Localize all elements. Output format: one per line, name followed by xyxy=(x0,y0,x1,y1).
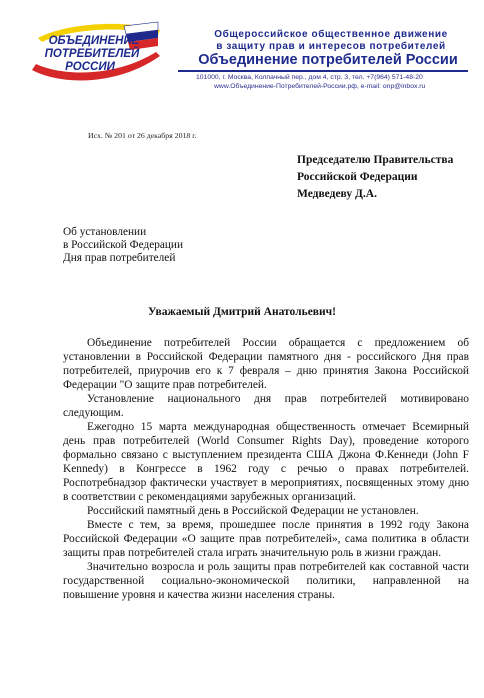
subject-line: Дня прав потребителей xyxy=(63,252,176,264)
logo-text-line2: ПОТРЕБИТЕЛЕЙ xyxy=(44,48,140,60)
addressee-line: Председателю Правительства xyxy=(297,154,454,166)
letterhead-divider xyxy=(178,70,468,72)
logo-text-line1: ОБЪЕДИНЕНИЕ xyxy=(48,35,140,47)
body-paragraph: Ежегодно 15 марта международная общественность отмечает Всемирный день прав потребителей (World Consumer Rights Day), проведение которого формально связано с выступлением президента США Джона Ф.Кеннеди (John F Kennedy) в Конгрессе в 1962 году с речью о правах потребителей. Роспотребнадзор фактически участвует в мероприятиях, посвященных этому дню в соответствии с рекомендациями зарубежных организаций. xyxy=(63,421,469,503)
org-contacts: www.Объединение-Потребителей-России.рф, e-mail: onp@inbox.ru xyxy=(214,83,426,90)
salutation: Уважаемый Дмитрий Анатольевич! xyxy=(148,306,336,318)
letter-body xyxy=(63,336,469,602)
subject-line: в Российской Федерации xyxy=(63,239,184,251)
org-name: Объединение потребителей России xyxy=(198,52,458,68)
body-paragraph: Установление национального дня прав потребителей мотивировано следующим. xyxy=(63,393,469,419)
org-address: 101000, г. Москва, Колпачный пер., дом 4, стр. 3, тел. +7(964) 571-48-20 xyxy=(196,74,423,81)
subject-block xyxy=(63,226,183,265)
addressee-line: Российской Федерации xyxy=(297,171,418,183)
organization-logo xyxy=(28,18,164,88)
body-paragraph: Объединение потребителей России обращается с предложением об установлении в Российской Федерации памятного дня - российского Дня прав потребителей, приурочив его к 7 февраля – дню принятия Закона Российской Федерации "О защите прав потребителей. xyxy=(63,337,469,391)
addressee-line: Медведеву Д.А. xyxy=(297,188,377,200)
logo-text-line3: РОССИИ xyxy=(65,61,115,73)
body-paragraph: Российский памятный день в Российской Федерации не установлен. xyxy=(87,505,419,517)
addressee-block xyxy=(297,152,453,203)
body-paragraph: Значительно возросла и роль защиты прав потребителей как составной части государственной социально-экономической политики, направленной на повышение уровня и качества жизни населения страны. xyxy=(63,561,469,601)
body-paragraph: Вместе с тем, за время, прошедшее после принятия в 1992 году Закона Российской Федерации «О защите прав потребителей», сама политика в области защиты прав потребителей стала играть значительную роль в жизни граждан. xyxy=(63,519,469,559)
org-description-line1: Общероссийское общественное движение xyxy=(214,29,448,40)
outgoing-reference: Исх. № 201 от 26 декабря 2018 г. xyxy=(88,131,197,140)
org-description-line2: в защиту прав и интересов потребителей xyxy=(216,41,446,52)
subject-line: Об установлении xyxy=(63,226,147,238)
